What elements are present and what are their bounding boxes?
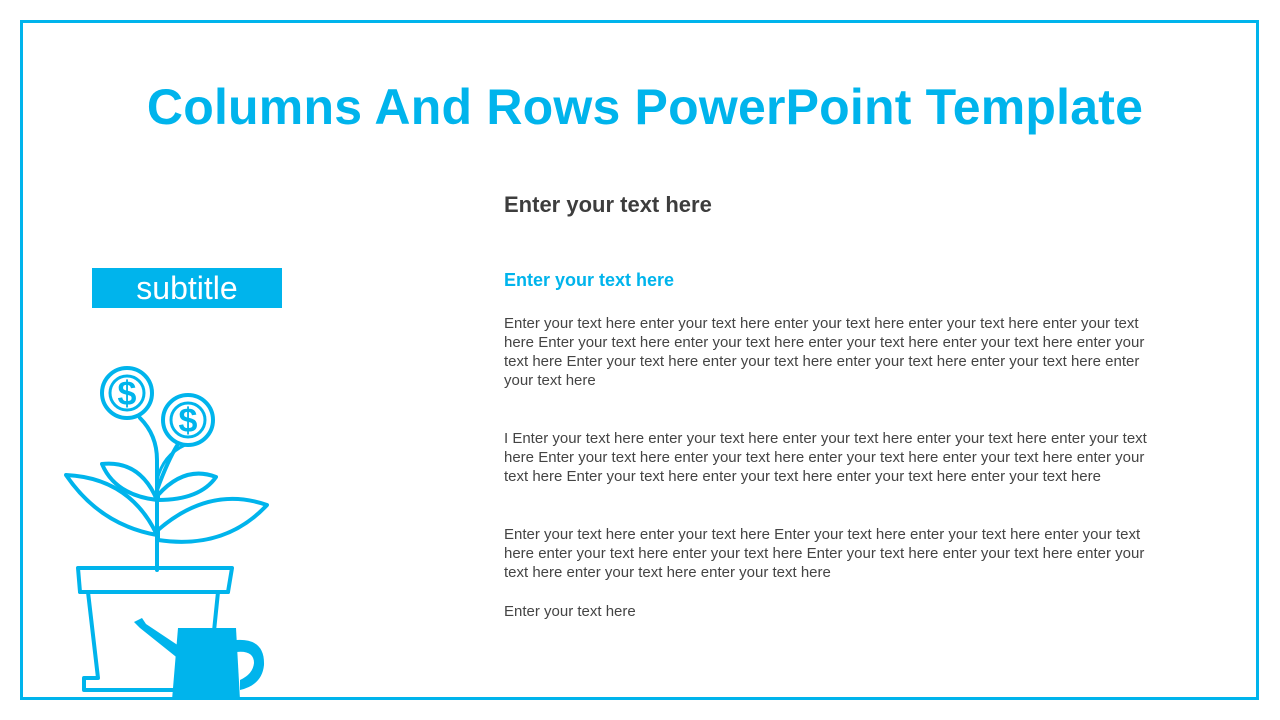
subtitle-box: subtitle <box>92 268 282 308</box>
content-heading: Enter your text here <box>504 192 712 217</box>
paragraph: Enter your text here enter your text here enter your text here enter your text here enter your text here Enter your text here enter your text here enter your text here enter your text here enter your text here Enter your text here enter your text here enter your text here enter your text here enter your text here <box>504 315 1145 389</box>
slide-title: Columns And Rows PowerPoint Template <box>146 79 1144 135</box>
leaf-icon <box>66 475 157 535</box>
leaf-icon <box>158 474 216 500</box>
paragraph: Enter your text here enter your text here Enter your text here enter your text here enter your text here enter your text here enter your text here Enter your text here enter your text here enter your text here enter your text here enter your text here <box>504 526 1145 581</box>
leaf-icon <box>158 499 267 542</box>
content-subheading: Enter your text here <box>504 270 675 290</box>
svg-text:$: $ <box>178 402 198 440</box>
leaf-icon <box>102 464 157 500</box>
paragraph: Enter your text here <box>504 603 636 620</box>
money-plant-illustration <box>60 360 280 700</box>
paragraph: I Enter your text here enter your text here enter your text here enter your text here enter your text here Enter your text here enter your text here enter your text here enter your text here enter your text here Enter your text here enter your text here enter your text here enter your text here <box>504 430 1147 485</box>
watering-can-icon <box>134 618 264 700</box>
svg-text:$: $ <box>117 375 137 413</box>
